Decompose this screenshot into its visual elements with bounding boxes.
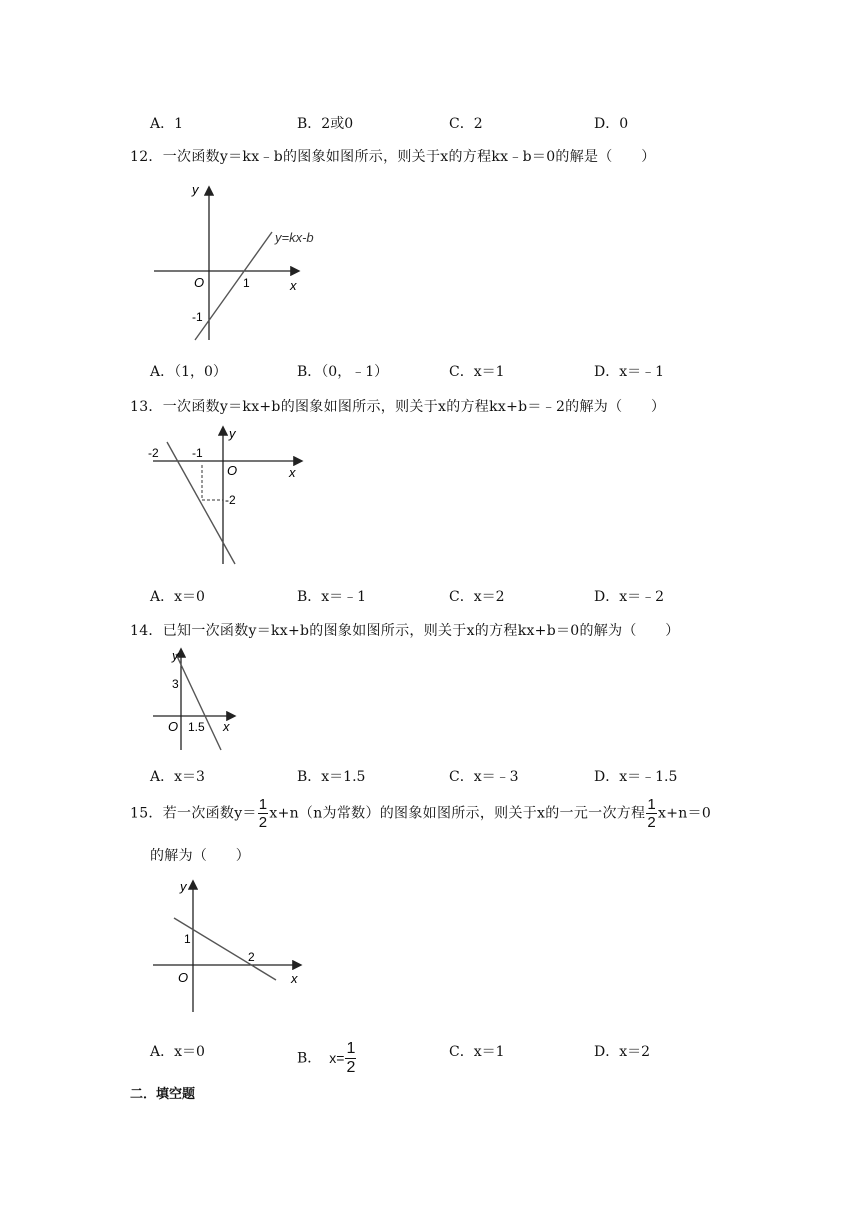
q15-option-a[interactable]: A．x＝0 [150, 1044, 205, 1060]
q15-graph [148, 876, 313, 1016]
q13-question [130, 396, 665, 416]
q15-text-part1: 若一次函数y＝ [162, 805, 257, 822]
q14-option-d[interactable]: D．x＝﹣1.5 [594, 769, 678, 785]
q15-option-b-fraction [345, 1041, 356, 1076]
q15-option-b-num: 1 [346, 1040, 356, 1057]
q14-question [130, 620, 680, 640]
q15-text-part2: x+n（n为常数）的图象如图所示，则关于x的一元一次方程 [269, 805, 646, 822]
q14-graph [148, 646, 243, 754]
q14-y-label: y [172, 648, 179, 663]
q14-line [176, 654, 221, 750]
q13-x-label: x [289, 465, 296, 480]
q11-option-b[interactable]: B．2或0 [297, 116, 354, 132]
q12-number: 12． [130, 149, 163, 165]
q13-y-label: y [229, 426, 236, 441]
q14-number: 14． [130, 623, 163, 639]
q12-origin-label: O [194, 275, 205, 290]
q15-option-b[interactable] [297, 1041, 357, 1076]
q15-x-label: x [291, 971, 298, 986]
q15-option-d[interactable]: D．x＝2 [594, 1044, 651, 1060]
q15-tick-1: 1 [184, 932, 191, 946]
q15-question [130, 797, 711, 830]
q12-graph [148, 180, 338, 345]
q13-option-b[interactable]: B．x＝﹣1 [297, 589, 367, 605]
q15-option-b-prefix: B． [297, 1050, 322, 1067]
q12-y-label: y [192, 182, 199, 197]
q14-text: 已知一次函数y＝kx+b的图象如图所示，则关于x的方程kx+b＝0的解为（ ） [162, 623, 680, 639]
q15-number: 15． [130, 805, 163, 822]
q13-tick-y-neg2: -2 [225, 493, 236, 507]
q14-origin-label: O [168, 719, 179, 734]
q15-fraction-1-den: 2 [258, 814, 268, 831]
q13-number: 13． [130, 399, 163, 415]
q13-graph [145, 424, 315, 569]
q12-line [195, 232, 272, 340]
q14-x-label: x [223, 719, 230, 734]
q15-option-b-den: 2 [346, 1059, 356, 1076]
q15-fraction-1 [258, 797, 269, 830]
q14-option-c[interactable]: C．x＝﹣3 [449, 769, 519, 785]
q12-option-b[interactable]: B．（0，﹣1） [297, 364, 389, 380]
q12-question [130, 146, 656, 166]
q12-tick-1: 1 [243, 276, 250, 290]
q13-option-c[interactable]: C．x＝2 [449, 589, 505, 605]
q13-tick-x-neg1: -1 [192, 446, 203, 460]
q15-option-b-value: x= [329, 1049, 345, 1066]
q13-tick-x-neg2: -2 [148, 446, 159, 460]
q12-option-c[interactable]: C．x＝1 [449, 364, 505, 380]
q15-tick-2: 2 [248, 950, 255, 964]
q15-text-part3: x+n＝0 [658, 805, 712, 822]
q12-line-label: y=kx-b [275, 230, 314, 245]
section-title: 二．填空题 [130, 1087, 196, 1102]
q15-fraction-2 [646, 797, 657, 830]
q12-tick-neg1: -1 [192, 310, 203, 324]
q15-line [174, 918, 276, 980]
q14-option-b[interactable]: B．x＝1.5 [297, 769, 366, 785]
q15-option-c[interactable]: C．x＝1 [449, 1044, 505, 1060]
q15-fraction-2-den: 2 [647, 814, 656, 831]
q13-text: 一次函数y＝kx+b的图象如图所示，则关于x的方程kx+b＝﹣2的解为（ ） [162, 399, 666, 415]
q15-origin-label: O [178, 970, 189, 985]
q14-tick-3: 3 [172, 677, 179, 691]
q14-option-a[interactable]: A．x＝3 [150, 769, 205, 785]
q12-text: 一次函数y＝kx﹣b的图象如图所示，则关于x的方程kx﹣b＝0的解是（ ） [162, 149, 656, 165]
q13-origin-label: O [227, 463, 238, 478]
q15-fraction-2-num: 1 [647, 796, 656, 813]
q14-tick-1-5: 1.5 [188, 720, 205, 734]
q15-y-label: y [180, 879, 187, 894]
q13-option-a[interactable]: A．x＝0 [150, 589, 205, 605]
q11-option-c[interactable]: C．2 [449, 116, 483, 132]
q12-x-label: x [290, 278, 297, 293]
q15-fraction-1-num: 1 [258, 796, 268, 813]
q15-text-line2: 的解为（ ） [150, 848, 251, 864]
q13-option-d[interactable]: D．x＝﹣2 [594, 589, 665, 605]
q12-option-a[interactable]: A．（1，0） [150, 364, 227, 380]
q12-option-d[interactable]: D．x＝﹣1 [594, 364, 665, 380]
q11-option-a[interactable]: A．1 [150, 116, 184, 132]
q11-option-d[interactable]: D．0 [594, 116, 629, 132]
